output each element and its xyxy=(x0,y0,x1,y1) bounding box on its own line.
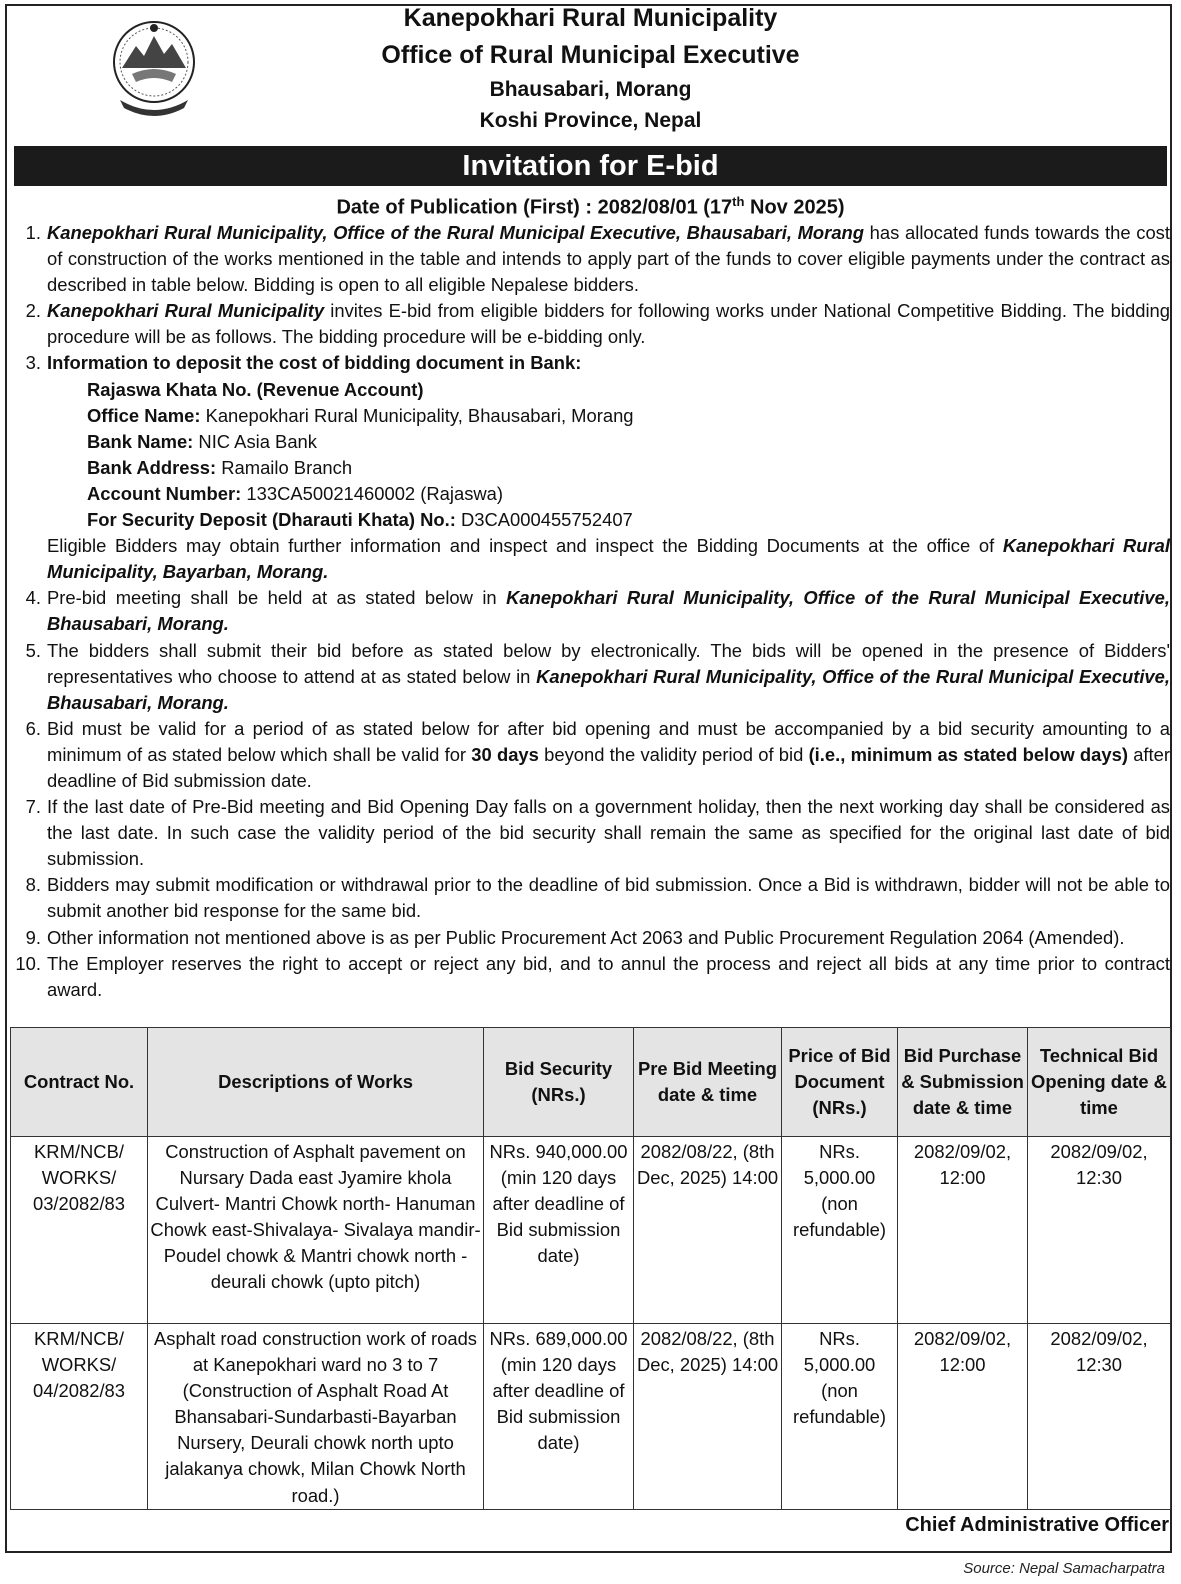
bank-details: Rajaswa Khata No. (Revenue Account) Office Name: Kanepokhari Rural Municipality, Bhausabari, Morang Bank Name: NIC Asia Bank Bank Address: Ramailo Branch Account Number: 133CA50021460002 (Rajaswa) For Security Deposit (Dharauti Khata) No.: D3CA000455752407 xyxy=(87,378,634,531)
cell-contract-no: KRM/NCB/ WORKS/ 03/2082/83 xyxy=(11,1137,148,1324)
office-title: Office of Rural Municipal Executive xyxy=(381,41,800,69)
list-item: 10. The Employer reserves the right to accept or reject any bid, and to annul the process and reject all bids at any time prior to contract award. xyxy=(15,952,1170,1000)
cell-purchase-submission: 2082/09/02, 12:00 xyxy=(898,1324,1028,1510)
table-header-row xyxy=(11,1028,1171,1137)
office-location: Bhausabari, Morang xyxy=(489,78,692,101)
municipality-title: Kanepokhari Rural Municipality xyxy=(403,4,778,32)
col-bid-security: Bid Security (NRs.) xyxy=(484,1028,634,1137)
publication-date: Date of Publication (First) : 2082/08/01 (17th Nov 2025) xyxy=(336,194,845,219)
col-contract-no: Contract No. xyxy=(11,1028,148,1137)
list-item: 9. Other information not mentioned above is as per Public Procurement Act 2063 and Public Procurement Regulation 2064 (Amended). xyxy=(25,926,1125,948)
cell-description: Asphalt road construction work of roads at Kanepokhari ward no 3 to 7 (Construction of Asphalt Road At Bhansabari-Sundarbasti-Bayarban Nursery, Deurali chowk north upto jalakanya chowk, Milan Chowk North road.) xyxy=(148,1324,484,1510)
list-item: 5. The bidders shall submit their bid before as stated below by electronically. The bids will be opened in the presence of Bidders' representatives who choose to attend at as stated below in Kanepokhari Rural Municipality, Office of the Rural Municipal Executive, Bhausabari, Morang. xyxy=(25,639,1170,713)
list-item: 7. If the last date of Pre-Bid meeting and Bid Opening Day falls on a government holiday, then the next working day shall be considered as the last date. In such case the validity period of the bid security shall remain the same as specified for the original last date of bid submission. xyxy=(25,796,1170,870)
list-item: 6. Bid must be valid for a period of as stated below for after bid opening and must be accompanied by a bid security amounting to a minimum of as stated below which shall be valid for 30 days beyond the validity period of bid (i.e., minimum as stated below days) after deadline of Bid submission date. xyxy=(25,717,1171,791)
cell-description: Construction of Asphalt pavement on Nursary Dada east Jyamire khola Culvert- Mantri Chowk north- Hanuman Chowk east-Shivalaya- Sivalaya mandir- Poudel chowk & Mantri chowk north -deurali chowk (upto pitch) xyxy=(148,1137,484,1324)
col-prebid-meeting: Pre Bid Meeting date & time xyxy=(634,1028,782,1137)
cell-prebid-meeting: 2082/08/22, (8th Dec, 2025) 14:00 xyxy=(634,1137,782,1324)
cell-prebid-meeting: 2082/08/22, (8th Dec, 2025) 14:00 xyxy=(634,1324,782,1510)
list-item: 2. Kanepokhari Rural Municipality invites E-bid from eligible bidders for following works under National Competitive Bidding. The bidding procedure will be as follows. The bidding procedure will be e-bidding only. xyxy=(25,300,1170,348)
works-table xyxy=(10,1027,1171,1510)
col-bid-opening: Technical Bid Opening date & time xyxy=(1028,1028,1171,1137)
list-item: 3. Information to deposit the cost of bidding document in Bank: Rajaswa Khata No. (Revenue Account) Office Name: Kanepokhari Rural Municipality, Bhausabari, Morang Bank Name: NIC Asia Bank Bank Address: Ramailo Branch Account Number: 133CA50021460002 (Rajaswa) For Security Deposit (Dharauti Khata) No.: D3CA000455752407 Eligible Bidders may obtain further information and inspect and inspect the Bidding Documents at the office of Kanepokhari Rural Municipality, Bayarban, Morang. xyxy=(25,352,1170,583)
cell-bid-security: NRs. 940,000.00 (min 120 days after deadline of Bid submission date) xyxy=(484,1137,634,1324)
signature-title: Chief Administrative Officer xyxy=(905,1514,1169,1536)
province-line: Koshi Province, Nepal xyxy=(479,109,702,132)
col-purchase-submission: Bid Purchase & Submission date & time xyxy=(898,1028,1028,1137)
notice-banner: Invitation for E-bid xyxy=(14,146,1167,186)
col-description: Descriptions of Works xyxy=(148,1028,484,1137)
cell-contract-no: KRM/NCB/ WORKS/ 04/2082/83 xyxy=(11,1324,148,1510)
list-item: 8. Bidders may submit modification or withdrawal prior to the deadline of bid submission. Once a Bid is withdrawn, bidder will not be able to submit another bid response for the same bid. xyxy=(25,874,1170,922)
col-document-price: Price of Bid Document (NRs.) xyxy=(782,1028,898,1137)
cell-bid-security: NRs. 689,000.00 (min 120 days after deadline of Bid submission date) xyxy=(484,1324,634,1510)
cell-purchase-submission: 2082/09/02, 12:00 xyxy=(898,1137,1028,1324)
cell-document-price: NRs. 5,000.00 (non refundable) xyxy=(782,1324,898,1510)
cell-document-price: NRs. 5,000.00 (non refundable) xyxy=(782,1137,898,1324)
notice-body xyxy=(8,220,1170,1003)
cell-bid-opening: 2082/09/02, 12:30 xyxy=(1028,1324,1171,1510)
table-row xyxy=(11,1137,1171,1324)
table-row xyxy=(11,1324,1171,1510)
cell-bid-opening: 2082/09/02, 12:30 xyxy=(1028,1137,1171,1324)
list-item: 4. Pre-bid meeting shall be held at as stated below in Kanepokhari Rural Municipality, Office of the Rural Municipal Executive, Bhausabari, Morang. xyxy=(25,587,1170,635)
list-item: 1. Kanepokhari Rural Municipality, Office of the Rural Municipal Executive, Bhausabari, Morang has allocated funds towards the cost of construction of the works mentioned in the table and intends to apply part of the funds to cover eligible payments under the contract as described in table below. Bidding is open to all eligible Nepalese bidders. xyxy=(25,222,1170,296)
source-credit: Source: Nepal Samacharpatra xyxy=(963,1560,1165,1577)
